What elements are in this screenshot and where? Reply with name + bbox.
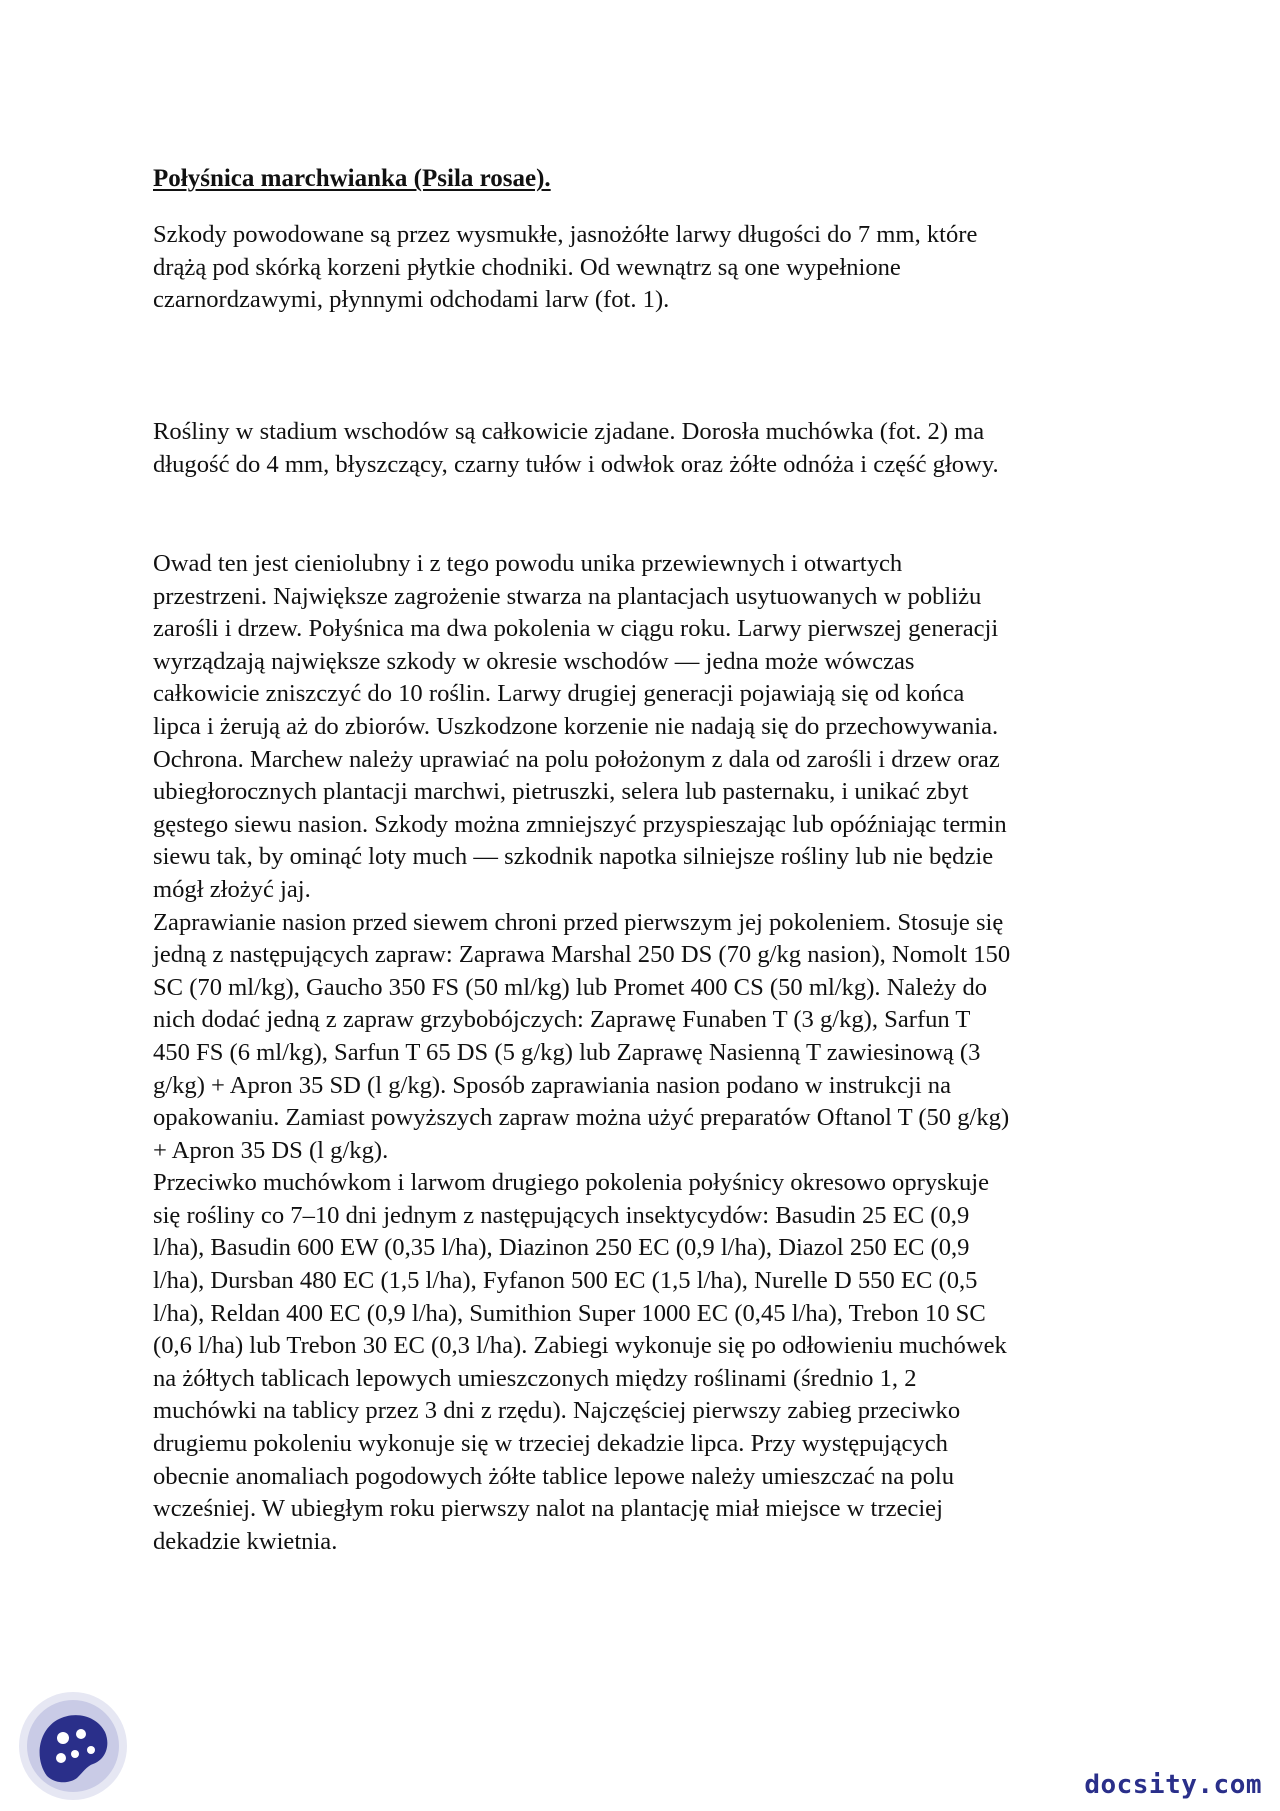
text-line: 450 FS (6 ml/kg), Sarfun T 65 DS (5 g/kg) lub Zaprawę Nasienną T zawiesinową (3 bbox=[153, 1038, 981, 1066]
text-line: przestrzeni. Największe zagrożenie stwarza na plantacjach usytuowanych w pobliżu bbox=[153, 582, 982, 610]
text-line: muchówki na tablicy przez 3 dni z rzędu). Najczęściej pierwszy zabieg przeciwko bbox=[153, 1397, 961, 1425]
text-line: g/kg) + Apron 35 SD (l g/kg). Sposób zaprawiania nasion podano w instrukcji na bbox=[153, 1071, 952, 1099]
paragraph-damage bbox=[153, 219, 977, 317]
text-line: dekadzie kwietnia. bbox=[153, 1527, 338, 1555]
text-line: całkowicie zniszczyć do 10 roślin. Larwy drugiej generacji pojawiają się od końca bbox=[153, 680, 965, 708]
text-line: czarnordzawymi, płynnymi odchodami larw (fot. 1). bbox=[153, 286, 670, 314]
paragraph-adult-fly bbox=[153, 416, 999, 481]
text-line: l/ha), Basudin 600 EW (0,35 l/ha), Diazinon 250 EC (0,9 l/ha), Diazol 250 EC (0,9 bbox=[153, 1234, 970, 1262]
text-line: lipca i żerują aż do zbiorów. Uszkodzone korzenie nie nadają się do przechowywania. bbox=[153, 712, 999, 740]
docsity-watermark[interactable]: docsity.com bbox=[1084, 1770, 1262, 1800]
text-line: wcześniej. W ubiegłym roku pierwszy nalot na plantację miał miejsce w trzeciej bbox=[153, 1495, 943, 1523]
text-line: się rośliny co 7–10 dni jednym z następujących insektycydów: Basudin 25 EC (0,9 bbox=[153, 1201, 970, 1229]
text-line: Przeciwko muchówkom i larwom drugiego pokolenia połyśnicy okresowo opryskuje bbox=[153, 1169, 990, 1197]
text-line: SC (70 ml/kg), Gaucho 350 FS (50 ml/kg) lub Promet 400 CS (50 ml/kg). Należy do bbox=[153, 973, 988, 1001]
text-line: nich dodać jedną z zapraw grzybobójczych: Zaprawę Funaben T (3 g/kg), Sarfun T bbox=[153, 1006, 971, 1034]
text-line: l/ha), Dursban 480 EC (1,5 l/ha), Fyfanon 500 EC (1,5 l/ha), Nurelle D 550 EC (0,5 bbox=[153, 1267, 978, 1295]
text-line: obecnie anomaliach pogodowych żółte tablice lepowe należy umieszczać na polu bbox=[153, 1462, 955, 1490]
text-line: Ochrona. Marchew należy uprawiać na polu położonym z dala od zarośli i drzew oraz bbox=[153, 745, 1000, 773]
paragraph-protection bbox=[153, 548, 1010, 1558]
text-line: mógł złożyć jaj. bbox=[153, 875, 311, 903]
text-line: Zaprawianie nasion przed siewem chroni przed pierwszym jej pokoleniem. Stosuje się bbox=[153, 908, 1004, 936]
text-line: Szkody powodowane są przez wysmukłe, jasnożółte larwy długości do 7 mm, które bbox=[153, 221, 978, 248]
text-line: długość do 4 mm, błyszczący, czarny tułów i odwłok oraz żółte odnóża i część głowy. bbox=[153, 450, 999, 478]
text-line: l/ha), Reldan 400 EC (0,9 l/ha), Sumithion Super 1000 EC (0,45 l/ha), Trebon 10 SC bbox=[153, 1299, 986, 1327]
text-line: Rośliny w stadium wschodów są całkowicie zjadane. Dorosła muchówka (fot. 2) ma bbox=[153, 418, 985, 445]
text-line: drugiemu pokoleniu wykonuje się w trzeciej dekadzie lipca. Przy występujących bbox=[153, 1430, 948, 1458]
logo-graphic bbox=[17, 1690, 129, 1802]
text-line: + Apron 35 DS (l g/kg). bbox=[153, 1136, 389, 1164]
text-line: zarośli i drzew. Połyśnica ma dwa pokolenia w ciągu roku. Larwy pierwszej generacji bbox=[153, 615, 999, 643]
text-line: wyrządzają największe szkody w okresie wschodów — jedna może wówczas bbox=[153, 647, 915, 675]
docsity-logo-icon[interactable] bbox=[17, 1690, 129, 1802]
text-line: siewu tak, by ominąć loty much — szkodnik napotka silniejsze rośliny lub nie będzie bbox=[153, 843, 994, 871]
text-line: opakowaniu. Zamiast powyższych zapraw można użyć preparatów Oftanol T (50 g/kg) bbox=[153, 1104, 1010, 1132]
text-line: (0,6 l/ha) lub Trebon 30 EC (0,3 l/ha). Zabiegi wykonuje się po odłowieniu muchówek bbox=[153, 1332, 1007, 1360]
text-line: ubiegłorocznych plantacji marchwi, pietruszki, selera lub pasternaku, i unikać zbyt bbox=[153, 778, 969, 806]
document-title: Połyśnica marchwianka (Psila rosae). bbox=[153, 165, 551, 192]
text-line: Owad ten jest cieniolubny i z tego powodu unika przewiewnych i otwartych bbox=[153, 550, 903, 577]
text-line: jedną z następujących zapraw: Zaprawa Marshal 250 DS (70 g/kg nasion), Nomolt 150 bbox=[153, 941, 1011, 969]
text-line: gęstego siewu nasion. Szkody można zmniejszyć przyspieszając lub opóźniając termin bbox=[153, 810, 1007, 838]
text-line: na żółtych tablicach lepowych umieszczonych między roślinami (średnio 1, 2 bbox=[153, 1364, 917, 1392]
text-line: drążą pod skórką korzeni płytkie chodniki. Od wewnątrz są one wypełnione bbox=[153, 253, 901, 281]
